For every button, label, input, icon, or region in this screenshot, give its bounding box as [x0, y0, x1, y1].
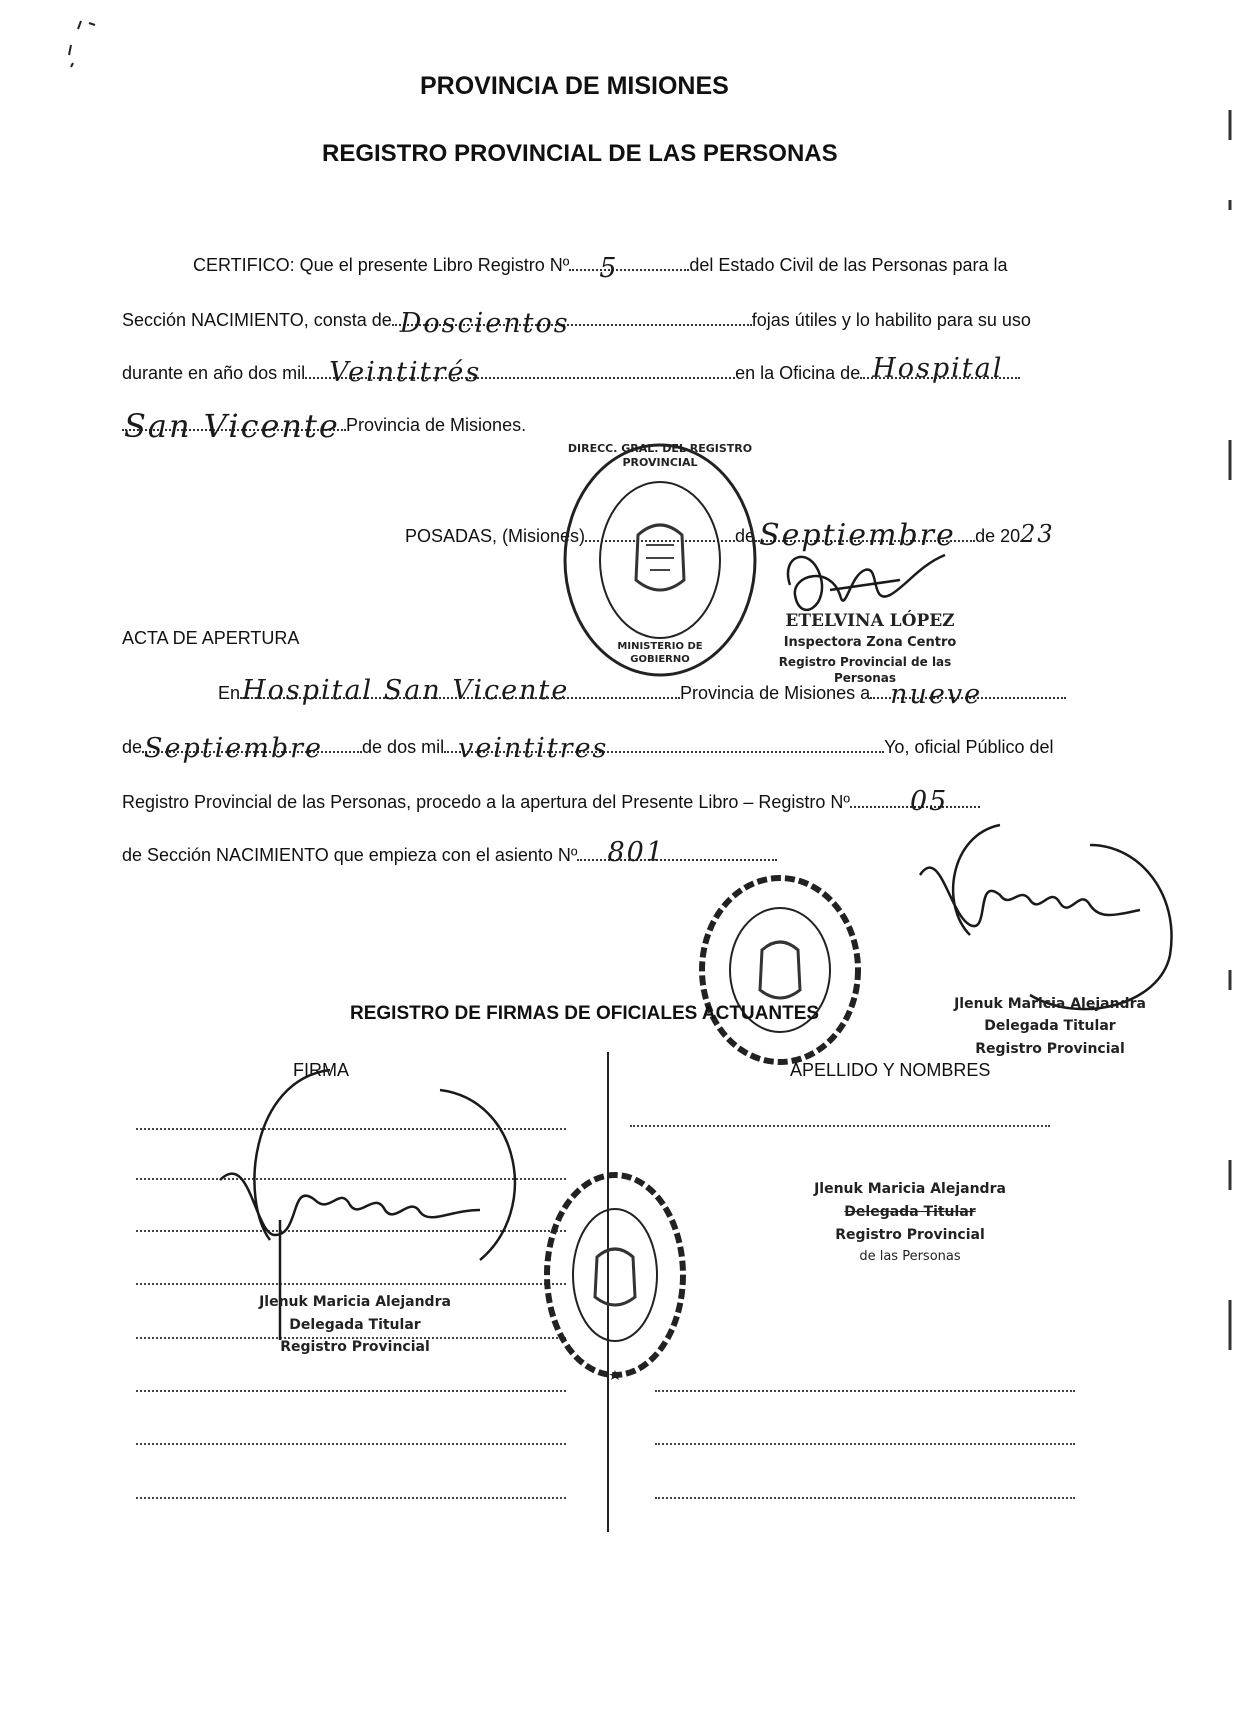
acta-line-2 — [122, 733, 1054, 764]
month-value: Septiembre — [759, 518, 956, 553]
year-field — [305, 357, 735, 388]
acta-text: En — [218, 683, 241, 703]
acta-day-value: nueve — [890, 679, 983, 710]
office-field-2 — [122, 407, 346, 445]
name-line — [630, 1125, 1050, 1127]
stamp-ring-text: DIRECC. GRAL. DEL REGISTRO PROVINCIAL — [567, 442, 753, 470]
book-number-value: 5 — [599, 253, 619, 284]
signatory-2-role: Delegada Titular — [984, 1018, 1116, 1034]
office-field — [860, 353, 1020, 384]
official-stamp — [560, 440, 760, 680]
certificate-text: durante en año dos mil — [122, 363, 306, 383]
office-value-2: San Vicente — [124, 407, 340, 445]
signatures-heading: REGISTRO DE FIRMAS DE OFICIALES ACTUANTES — [350, 1003, 820, 1024]
signature-jlenuk-lower — [180, 1060, 540, 1360]
signatory-4-org: Registro Provincial — [835, 1227, 985, 1243]
acta-place-field — [240, 675, 680, 706]
official-stamp-2 — [690, 870, 870, 1070]
book-number-field — [569, 253, 689, 284]
acta-text: de dos mil — [362, 737, 445, 757]
signatory-1-role: Inspectora Zona Centro — [783, 635, 957, 650]
year-prefix: de 20 — [975, 526, 1021, 546]
signatory-4-role: Delegada Titular — [844, 1204, 976, 1220]
certificate-text: fojas útiles y lo habilito para su uso — [751, 310, 1031, 330]
certificate-line-1 — [193, 253, 1008, 284]
office-value-1: Hospital — [872, 353, 1004, 384]
acta-text: Provincia de Misiones a — [680, 683, 871, 703]
year-suffix: 23 — [1020, 520, 1055, 548]
column-header-firma: FIRMA — [293, 1060, 349, 1080]
acta-heading: ACTA DE APERTURA — [122, 628, 300, 648]
signatory-3-name: Jlenuk Maricia Alejandra — [259, 1294, 451, 1310]
certificate-line-3 — [122, 353, 1020, 388]
official-stamp-3 — [535, 1165, 695, 1395]
acta-place-value: Hospital San Vicente — [242, 675, 570, 706]
page-subtitle: REGISTRO PROVINCIAL DE LAS PERSONAS — [322, 140, 838, 167]
acta-text: de Sección NACIMIENTO que empieza con el asiento Nº — [122, 845, 578, 865]
place-text: POSADAS, (Misiones) — [405, 526, 586, 546]
signatory-1-org: Registro Provincial de las Personas — [778, 655, 952, 685]
acta-text: Registro Provincial de las Personas, procedo a la apertura del Presente Libro – Registro Nº — [122, 792, 850, 812]
signature-line — [136, 1443, 566, 1445]
column-header-apellido: APELLIDO Y NOMBRES — [790, 1060, 991, 1080]
acta-number-field — [850, 786, 980, 817]
certificate-text: del Estado Civil de las Personas para la — [689, 255, 1008, 275]
acta-line-4 — [122, 837, 777, 868]
signatory-1-name: ETELVINA LÓPEZ — [785, 611, 955, 631]
acta-month-value: Septiembre — [144, 733, 324, 764]
page-title: PROVINCIA DE MISIONES — [420, 72, 729, 100]
signatory-2-name: Jlenuk Maricia Alejandra — [954, 996, 1146, 1012]
signatory-3-role: Delegada Titular — [289, 1317, 421, 1333]
acta-year-field — [444, 733, 884, 764]
certificate-text: Sección NACIMIENTO, consta de — [122, 310, 392, 330]
signatory-4-name: Jlenuk Maricia Alejandra — [814, 1181, 1006, 1197]
scan-marks — [1225, 110, 1245, 1360]
certificate-text: CERTIFICO: Que el presente Libro Registro Nº — [193, 255, 570, 275]
acta-number-value: 05 — [909, 786, 949, 817]
folios-value: Doscientos — [399, 308, 570, 339]
certificate-line-2 — [122, 308, 1031, 339]
acta-entry-field — [577, 837, 777, 868]
certificate-line-4 — [122, 407, 527, 445]
acta-line-1 — [218, 675, 1066, 710]
folios-field — [392, 308, 752, 339]
acta-year-value: veintitres — [458, 733, 609, 764]
name-line — [655, 1497, 1075, 1499]
certificate-text: Provincia de Misiones. — [346, 415, 527, 435]
stamp-inner-text: MINISTERIO DE GOBIERNO — [617, 641, 703, 665]
acta-entry-value: 801 — [607, 837, 666, 868]
certificate-text: en la Oficina de — [735, 363, 861, 383]
signatory-2-org: Registro Provincial — [975, 1041, 1125, 1057]
signature-line — [136, 1390, 566, 1392]
year-words-value: Veintitrés — [329, 357, 482, 388]
signature-line — [136, 1497, 566, 1499]
acta-text: de — [122, 737, 143, 757]
acta-text: Yo, oficial Público del — [884, 737, 1054, 757]
date-text: de — [735, 526, 756, 546]
signatory-4-org2: de las Personas — [859, 1249, 961, 1264]
signatory-3-org: Registro Provincial — [280, 1339, 430, 1355]
acta-month-field — [142, 733, 362, 764]
stray-mark — [65, 15, 125, 65]
name-line — [655, 1390, 1075, 1392]
acta-day-field — [870, 679, 1066, 710]
acta-line-3 — [122, 786, 980, 817]
name-line — [655, 1443, 1075, 1445]
